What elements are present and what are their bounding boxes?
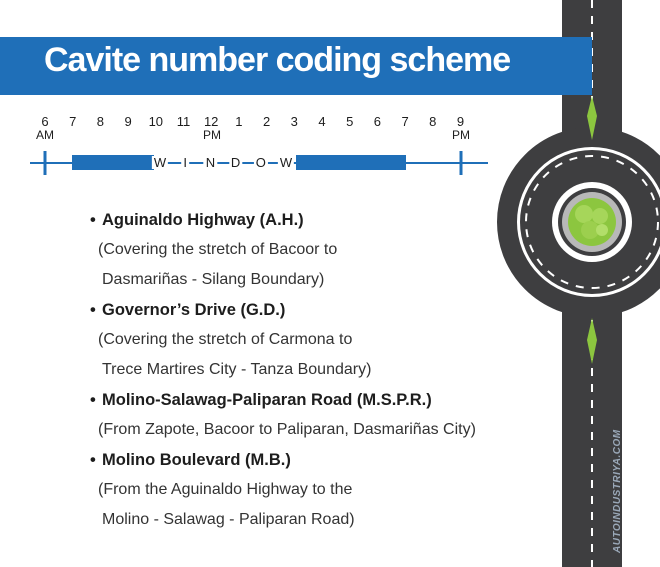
covered-roads-list (90, 205, 530, 535)
hour-tick-label: 10 (148, 114, 164, 129)
road-description: (From Zapote, Bacoor to Paliparan, Dasmariñas City) (98, 421, 476, 438)
road-description: (From the Aguinaldo Highway to the (98, 481, 353, 498)
hour-tick-label: 11 (176, 114, 191, 129)
window-letter: N (205, 155, 216, 170)
bullet: • (90, 451, 96, 469)
window-letter: W (279, 155, 293, 170)
bullet: • (90, 211, 96, 229)
timeline-axis (0, 115, 520, 185)
hour-tick-label: 8 (429, 114, 437, 129)
road-item-aguinaldo (90, 205, 530, 295)
hour-tick-label: 7 (401, 114, 409, 129)
hour-tick-label: 6 (41, 114, 49, 129)
watermark: AUTOINDUSTRIYA.COM (612, 429, 623, 553)
window-letter: D (230, 155, 241, 170)
road-title: Aguinaldo Highway (A.H.) (102, 211, 304, 229)
road-title: Molino-Salawag-Paliparan Road (M.S.P.R.) (102, 391, 432, 409)
page-title: Cavite number coding scheme (44, 41, 511, 79)
hour-tick-label: 8 (96, 114, 105, 129)
window-letter: W (153, 155, 167, 170)
road-description: Molino - Salawag - Paliparan Road) (102, 511, 355, 528)
road-item-mspr (90, 385, 530, 445)
window-letter: O (255, 155, 266, 170)
hour-tick-label: 5 (346, 114, 354, 129)
hour-tick-label: 9 (456, 114, 465, 129)
bullet: • (90, 301, 96, 319)
road-description: (Covering the stretch of Bacoor to (98, 241, 338, 258)
hour-tick-label: 3 (290, 114, 298, 129)
hour-tick-label: 9 (124, 114, 132, 129)
road-title: Molino Boulevard (M.B.) (102, 451, 291, 469)
road-description: Trece Martires City - Tanza Boundary) (102, 361, 372, 378)
window-bar-morning (72, 155, 154, 170)
hour-tick-label: 6 (373, 114, 382, 129)
coding-window-timeline (0, 115, 520, 185)
hour-tick-label: 4 (318, 114, 326, 129)
am-label: AM (36, 128, 54, 142)
noon-pm-label: PM (203, 128, 221, 142)
hour-tick-label: 7 (69, 114, 77, 129)
hour-tick-label: 12 (203, 114, 219, 129)
window-bar-afternoon (296, 155, 406, 170)
road-item-governors-drive (90, 295, 530, 385)
road-item-molino-boulevard (90, 445, 530, 535)
window-letter: I (183, 155, 187, 170)
end-pm-label: PM (452, 128, 470, 142)
road-description: (Covering the stretch of Carmona to (98, 331, 353, 348)
road-title: Governor’s Drive (G.D.) (102, 301, 286, 319)
hour-tick-label: 1 (235, 114, 243, 129)
road-description: Dasmariñas - Silang Boundary) (102, 271, 325, 288)
hour-tick-label: 2 (262, 114, 271, 129)
bullet: • (90, 391, 96, 409)
